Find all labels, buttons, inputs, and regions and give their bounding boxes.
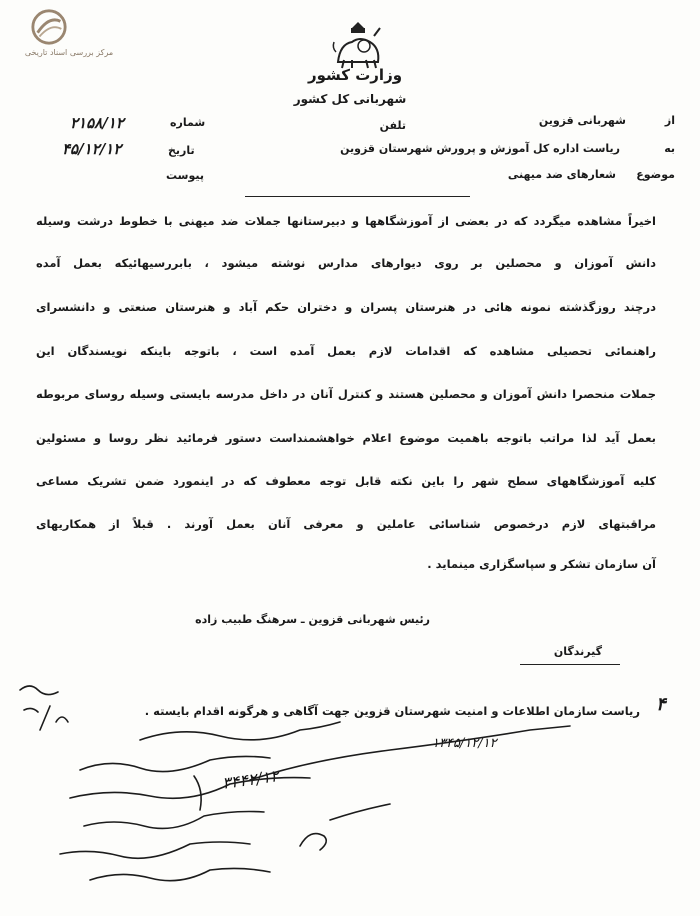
body-line: کلیه آموزشگاههای سطح شهر را باین نکته قابل توجه معطوف که در اینمورد ضمن تشریک مساعی bbox=[36, 474, 656, 488]
body-line: مراقبتهای لازم درخصوص شناسائی عاملین و معرفی آنان بعمل آورند . قبلاً از همکاریهای bbox=[36, 517, 656, 531]
handwritten-annotation-scribbles bbox=[0, 670, 700, 910]
date-value: ۴۵/۱۲/۱۲ bbox=[62, 140, 122, 158]
body-line: بعمل آید لذا مراتب باتوجه باهمیت موضوع اعلام خواهشمنداست دستور فرمائید نظر روسا و مسئولین bbox=[36, 431, 656, 445]
number-value: ۲۱۵۸/۱۲ bbox=[70, 114, 124, 132]
recipients-label: گیرندگان bbox=[553, 645, 602, 658]
number-label: شماره bbox=[170, 116, 206, 129]
subject-label: موضوع bbox=[636, 168, 675, 181]
header-divider bbox=[245, 196, 470, 197]
body-line: درچند روزگذشته نمونه هائی در هنرستان پسران و دختران حکم آباد و هنرستان صنعتی و دانشسرای bbox=[36, 300, 656, 314]
body-line: جملات منحصرا دانش آموزان و محصلین هستند و کنترل آنان در داخل مدرسه بایستی وسیله روسای مربوطه bbox=[36, 387, 656, 401]
body-line-last: آن سازمان تشکر و سپاسگزاری مینماید . bbox=[427, 557, 656, 571]
gov-subtitle: شهربانی کل کشور bbox=[293, 92, 407, 106]
body-line: راهنمائی تحصیلی مشاهده که اقدامات لازم بعمل آمده است ، باتوجه باینکه نویسندگان این bbox=[36, 344, 656, 358]
to-label: به bbox=[664, 142, 675, 155]
from-label: از bbox=[664, 114, 675, 127]
handwritten-date: ۱۳۴۵/۱۲/۱۲ bbox=[432, 736, 497, 751]
attachment-label: پیوست bbox=[166, 169, 204, 182]
from-value: شهربانی قزوین bbox=[538, 114, 626, 127]
body-line: دانش آموزان و محصلین بر روی دیوارهای مدارس نوشته میشود ، بابررسیهائیکه بعمل آمده bbox=[36, 256, 656, 270]
signature: رئیس شهربانی قزوین ـ سرهنگ طبیب زاده bbox=[195, 613, 430, 626]
footer-line: ریاست سازمان اطلاعات و امنیت شهرستان قزوین جهت آگاهی و هرگونه اقدام بایسته . bbox=[144, 704, 640, 718]
phone-label: تلفن bbox=[379, 119, 406, 132]
subject-value: شعارهای ضد میهنی bbox=[507, 168, 616, 181]
date-label: تاریخ bbox=[168, 144, 195, 157]
recipients-underline bbox=[520, 664, 620, 665]
footer-number: ۴ bbox=[656, 694, 666, 715]
lion-and-sun-emblem-icon bbox=[330, 22, 386, 70]
archive-logo-caption: مرکز بررسی اسناد تاریخی bbox=[24, 48, 114, 57]
handwritten-side-number: ۳۴۴۲/۱۲ bbox=[220, 766, 280, 793]
to-value: ریاست اداره کل آموزش و پرورش شهرستان قزوین bbox=[340, 142, 620, 155]
archive-logo-icon bbox=[30, 8, 68, 46]
ministry-title: وزارت کشور bbox=[307, 66, 403, 84]
body-line: اخیراً مشاهده میگردد که در بعضی از آموزشگاهها و دبیرستانها جملات ضد میهنی با خطوط درشت وسیله bbox=[36, 214, 656, 228]
archive-logo bbox=[8, 6, 128, 66]
